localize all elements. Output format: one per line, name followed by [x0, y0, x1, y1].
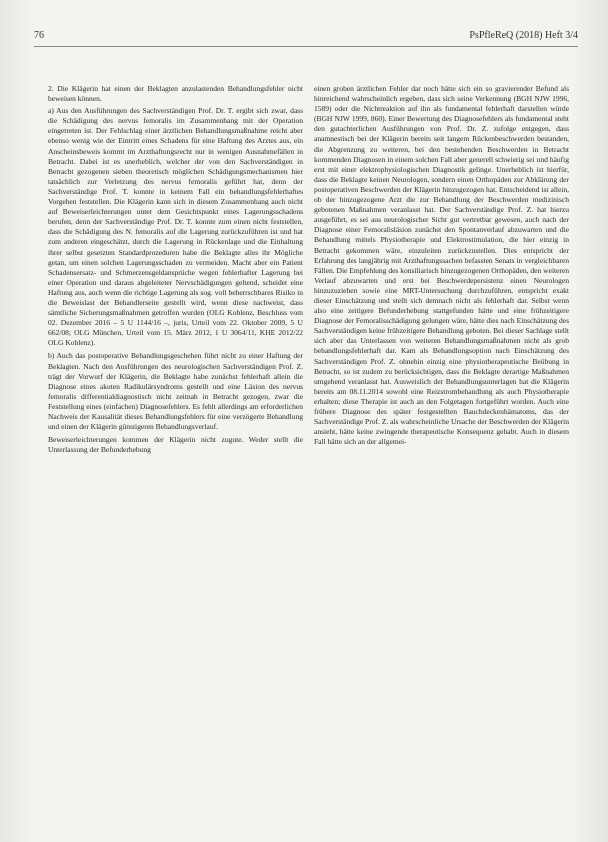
paragraph: Beweiserleichterungen kommen der Klägerin nicht zugute. Weder stellt die Unterlassung der Befunderhebung	[48, 435, 303, 455]
paragraph: einen groben ärztlichen Fehler dar noch hätte sich ein so gravierender Befund als hinreichend wahrscheinlich ergeben, dass sich seine Verkennung (BGH NJW 1996, 1589) oder die Nichtreaktion auf ihn als fundamental fehlerhaft darstellen würde (BGH NJW 1999, 860). Einer Bewertung des Diagnosefehlers als fundamental steht den gutachterlichen Ausführungen von Prof. Dr. Z. zufolge entgegen, dass anamnestisch bei der Klägerin bereits seit langem Rückenbeschwerden bestanden, die Abgrenzung zu weiteren, bei den bestehenden Beschwerden in Betracht kommenden Diagnosen in einem solchen Fall aber generell schwierig sei und häufig erst mit einer elektrophysiologischen Diagnostik gelinge. Unerheblich ist hierfür, dass die Beklagte keinen Neurologen, sondern einen Orthopäden zur Abklärung der postoperativen Beschwerden der Klägerin hinzugezogen hat. Entscheidend ist allein, ob der hinzugezogene Arzt die zur Behandlung der Beschwerden medizinisch gebotenen Maßnahmen veranlasst hat. Der Sachverständige Prof. Z. hat hierzu ausgeführt, es sei aus neurologischer Sicht gut vertretbar gewesen, auch nach der Diagnose einer Femoralisläsion zunächst den Spontanverlauf abzuwarten und die Behandlung mittels Physiotherapie und Elektrostimulation, die hier einzig in Betracht gekommen wäre, einzuleiten zurückzustellen. Dies entspricht der Erfahrung des langjährig mit Arzthaftungssachen befassten Senats in vergleichbaren Fällen. Die Empfehlung des konsiliarisch hinzugezogenen Orthopäden, den weiteren Verlauf abzuwarten und erst bei Beschwerdepersistenz einen Neurologen hinzuzuziehen sowie eine MRT-Untersuchung durchzuführen, entspricht exakt dieser Einschätzung und stellt sich demnach nicht als fehlerhaft dar. Selbst wenn also eine zeitigere Befunderhebung stattgefunden hätte und eine frühzeitigere Diagnose der Femoralisschädigung gelungen wäre, hätte dies nach Einschätzung des Sachverständigen keine frühzeitigere Behandlung geboten. Bei dieser Sachlage stellt sich aber das Unterlassen von weiteren Behandlungsmaßnahmen nicht als grob behandlungsfehlerhaft dar. Kam als Behandlungsoption nach Einschätzung des Sachverständigen Prof. Z. ohnehin einzig eine physiotherapeutische Beübung in Betracht, so ist zudem zu berücksichtigen, dass die Beklagte derartige Maßnahmen umgehend veranlasst hat. Ausweislich der Behandlungsunterlagen hat die Klägerin bereits am 08.11.2014 sowohl eine Reizstrombehandlung als auch Physiotherapie erhalten; diese Therapie ist auch an den Folgetagen fortgeführt worden. Auch eine frühere Diagnose des später festgestellten Bauchdeckenhämatoms, das der Sachverständige Prof. Z. als wahrscheinliche Ursache der Beschwerden der Klägerin ansieht, hätte keine zwingende therapeutische Konsequenz gehabt. Auch in diesem Fall hätte sich an der allgemei-	[314, 84, 569, 447]
journal-reference: PsPfleReQ (2018) Heft 3/4	[469, 30, 578, 41]
paragraph: 2. Die Klägerin hat einen der Beklagten anzulastenden Behandlungsfehler nicht beweisen können.	[48, 84, 303, 104]
header-rule	[34, 46, 578, 47]
paragraph: a) Aus den Ausführungen des Sachverständigen Prof. Dr. T. ergibt sich zwar, dass die Schädigung des nervus femoralis im Zusammenhang mit der Operation eingetreten ist. Der Fehlschlag einer ärztlichen Behandlungsmaßnahme reicht aber ebenso wenig wie der Eintritt eines Schadens für eine Haftung des Arztes aus, ein Anscheinsbeweis kommt im Arzthaftungsrecht nur in wenigen Ausnahmefällen in Betracht. Dabei ist es unerheblich, welcher der von den Sachverständigen in Betracht gezogenen sieben theoretisch möglichen Schädigungsmechanismen hier tatsächlich zur Verletzung des nervus femoralis geführt hat, denn der Sachverständige Prof. T. konnte in keinem Fall ein behandlungsfehlerhaftes Vorgehen feststellen. Die Klägerin kann sich in diesem Zusammenhang auch nicht auf Beweiserleichterungen unter dem Gesichtspunkt eines Lagerungsschadens berufen, denn der Sachverständige Prof. Dr. T. konnte zum einen nicht feststellen, dass die Schädigung des N. femoralis auf die Lagerung zurückzuführen ist und hat zum anderen eingeschätzt, durch die Lagerung in Rückenlage und die Einhaltung ihrer selbst gesetzten Standardprozeduren habe die Beklagte alles ihr Mögliche getan, um einen solchen Lagerungsschaden zu vermeiden. Macht aber ein Patient Schadensersatz- und Schmerzensgeldansprüche wegen fehlerhafter Lagerung bei einer Operation und daraus abgeleiteter Nervschädigungen geltend, scheidet eine Haftung aus, auch wenn die richtige Lagerung als sog. voll beherrschbares Risiko in die Beweislast der Behandlerseite gestellt wird, wenn diese nachweist, dass sämtliche Sicherungsmaßnahmen getroffen wurden (OLG Koblenz, Beschluss vom 02. Dezember 2016 – 5 U 1144/16 –, juris, Urteil vom 22. Oktober 2009, 5 U 662/08; OLG München, Urteil vom 15. März 2012, 1 U 3064/11, KHE 2012/22 OLG Koblenz).	[48, 106, 303, 348]
paragraph: b) Auch das postoperative Behandlungsgeschehen führt nicht zu einer Haftung der Beklagten. Nach den Ausführungen des neurologischen Sachverständigen Prof. Z. trägt der Vorwurf der Klägerin, die Beklagte habe zunächst fehlerhaft allein die Diagnose eines akuten Radikulärsyndroms gestellt und eine Läsion des nervus femoralis differentialdiagnostisch nicht zeitnah in Betracht gezogen, zwar die Feststellung eines (einfachen) Diagnosefehlers. Es fehlt allerdings am erforderlichen Nachweis der Kausalität dieses Behandlungsfehlers für eine verzögerte Behandlung und einen der Klägerin günstigeren Behandlungsverlauf.	[48, 351, 303, 432]
page-number: 76	[34, 30, 44, 41]
right-column	[314, 84, 569, 449]
left-column	[48, 84, 303, 457]
